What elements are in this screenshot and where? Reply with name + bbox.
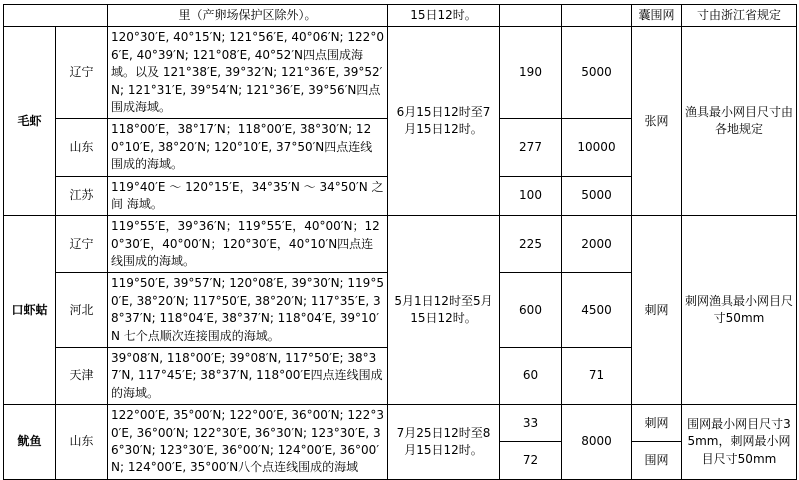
power-cell: 4500 [562, 273, 632, 348]
province-cell: 山东 [56, 405, 108, 480]
gear-cell: 围网 [632, 442, 682, 479]
area-cell: 119°50′E, 39°57′N; 120°08′E, 39°30′N; 119°50′E, 38°20′N; 117°50′E, 38°20′N; 117°35′E, 38°37′N; 118°04′E, 38°37′N; 118°04′E, 39°10′N 七个点顺次连接围成的海域。 [108, 273, 388, 348]
province-cell: 辽宁 [56, 27, 108, 119]
header-blank-cell [4, 5, 108, 27]
header-period-note: 15日12时。 [388, 5, 500, 27]
table-row [4, 27, 797, 119]
table-row [4, 216, 797, 273]
header-spec-note: 寸由浙江省规定 [682, 5, 797, 27]
province-cell: 山东 [56, 119, 108, 176]
area-cell: 39°08′N, 118°00′E; 39°08′N, 117°50′E; 38°37′N, 117°45′E; 38°37′N, 118°00′E四点连线围成的海域。 [108, 348, 388, 405]
power-cell: 5000 [562, 27, 632, 119]
header-power-blank [562, 5, 632, 27]
header-gear-note: 囊围网 [632, 5, 682, 27]
area-cell: 122°00′E, 35°00′N; 122°00′E, 36°00′N; 122°30′E, 36°00′N; 122°30′E, 36°30′N; 123°30′E, 36°30′N; 123°30′E, 36°00′N; 124°00′E, 36°00′N; 124°00′E, 35°00′N八个点连线围成的海域 [108, 405, 388, 480]
table-row [4, 405, 797, 442]
table-row-header-continuation [4, 5, 797, 27]
province-cell: 天津 [56, 348, 108, 405]
spec-cell: 渔具最小网目尺寸由各地规定 [682, 27, 797, 216]
boats-cell: 100 [500, 176, 562, 216]
fishery-regulation-table [3, 4, 797, 480]
area-cell: 119°40′E ～ 120°15′E，34°35′N ～ 34°50′N 之间 海域。 [108, 176, 388, 216]
gear-cell: 张网 [632, 27, 682, 216]
period-cell: 5月1日12时至5月15日12时。 [388, 216, 500, 405]
period-cell: 6月15日12时至7月15日12时。 [388, 27, 500, 216]
boats-cell: 277 [500, 119, 562, 176]
power-cell: 71 [562, 348, 632, 405]
gear-cell: 刺网 [632, 405, 682, 442]
species-youyu: 鱿鱼 [4, 405, 56, 480]
area-cell: 119°55′E，39°36′N；119°55′E，40°00′N；120°30′E，40°00′N；120°30′E，40°10′N四点连线围成的海域。 [108, 216, 388, 273]
species-maoxia: 毛虾 [4, 27, 56, 216]
boats-cell: 225 [500, 216, 562, 273]
power-cell: 2000 [562, 216, 632, 273]
power-cell: 5000 [562, 176, 632, 216]
province-cell: 河北 [56, 273, 108, 348]
boats-cell: 33 [500, 405, 562, 442]
boats-cell: 600 [500, 273, 562, 348]
power-cell: 10000 [562, 119, 632, 176]
spec-cell: 刺网渔具最小网目尺寸50mm [682, 216, 797, 405]
area-cell: 120°30′E, 40°15′N; 121°56′E, 40°06′N; 122°06′E, 40°39′N; 121°08′E, 40°52′N四点围成海域。以及 121°38′E, 39°32′N; 121°36′E, 39°52′N; 121°31′E, 39°54′N; 121°36′E, 39°56′N四点围成海域。 [108, 27, 388, 119]
boats-cell: 190 [500, 27, 562, 119]
province-cell: 江苏 [56, 176, 108, 216]
spec-cell: 围网最小网目尺寸35mm，刺网最小网目尺寸50mm [682, 405, 797, 480]
gear-cell: 刺网 [632, 216, 682, 405]
boats-cell: 72 [500, 442, 562, 479]
species-kouxiagu: 口虾蛄 [4, 216, 56, 405]
period-cell: 7月25日12时至8月15日12时。 [388, 405, 500, 480]
header-boats-blank [500, 5, 562, 27]
header-area-note: 里（产卵场保护区除外）。 [108, 5, 388, 27]
boats-cell: 60 [500, 348, 562, 405]
province-cell: 辽宁 [56, 216, 108, 273]
power-cell: 8000 [562, 405, 632, 480]
area-cell: 118°00′E，38°17′N；118°00′E, 38°30′N; 120°10′E, 38°20′N; 120°10′E, 37°50′N四点连线围成的海域。 [108, 119, 388, 176]
